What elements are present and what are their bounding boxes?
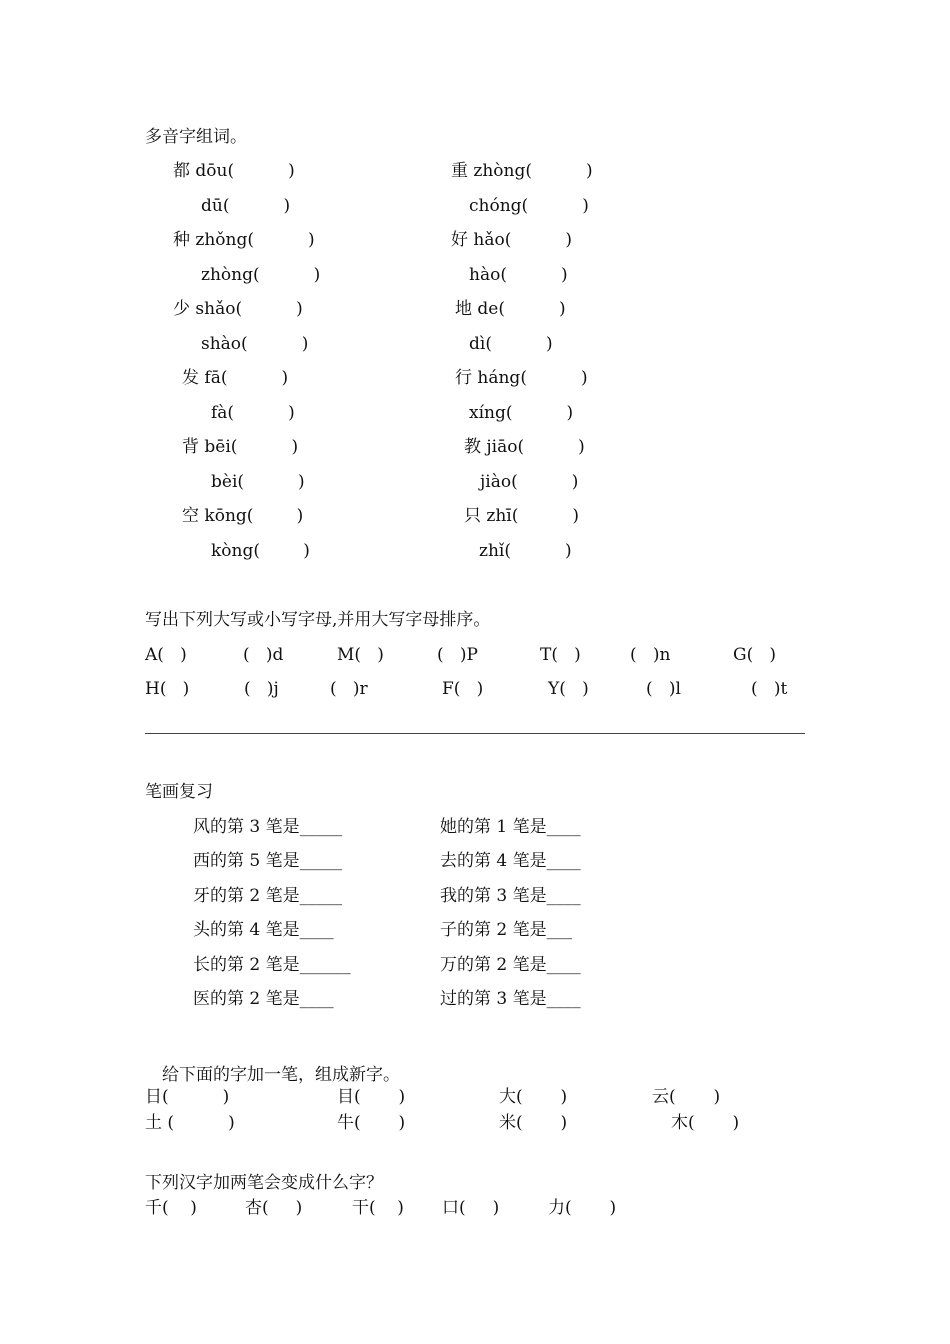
polyphonic-item: 重 zhòng( ) (451, 161, 593, 181)
polyphonic-item: fà( ) (211, 403, 295, 423)
polyphonic-item: kòng( ) (211, 541, 310, 561)
polyphonic-item: 都 dōu( ) (173, 161, 295, 181)
add-one-item: 日( ) (145, 1087, 230, 1107)
section-title-letters: 写出下列大写或小写字母,并用大写字母排序。 (145, 610, 491, 630)
polyphonic-item: 行 háng( ) (455, 368, 588, 388)
add-two-item: 力( ) (548, 1198, 617, 1218)
stroke-question: 医的第 2 笔是____ (193, 989, 334, 1009)
polyphonic-item: jiào( ) (480, 472, 579, 492)
letter-item: A( ) (145, 645, 187, 665)
add-two-item: 杏( ) (245, 1198, 303, 1218)
letter-item: ( )j (244, 679, 279, 699)
stroke-question: 我的第 3 笔是____ (440, 886, 581, 906)
polyphonic-item: shào( ) (201, 334, 309, 354)
polyphonic-item: 种 zhǒng( ) (173, 230, 315, 250)
add-two-item: 干( ) (352, 1198, 404, 1218)
section-title-strokes: 笔画复习 (145, 782, 213, 802)
add-one-item: 云( ) (652, 1087, 721, 1107)
letter-item: G( ) (733, 645, 777, 665)
section-title-polyphonic: 多音字组词。 (145, 127, 247, 147)
polyphonic-item: 空 kōng( ) (182, 506, 304, 526)
letter-item: ( )d (243, 645, 284, 665)
letter-item: F( ) (442, 679, 484, 699)
add-two-item: 千( ) (145, 1198, 197, 1218)
letter-item: ( )n (630, 645, 671, 665)
polyphonic-item: hào( ) (469, 265, 568, 285)
polyphonic-item: dū( ) (201, 196, 291, 216)
stroke-question: 头的第 4 笔是____ (193, 920, 334, 940)
stroke-question: 子的第 2 笔是___ (440, 920, 573, 940)
add-one-item: 目( ) (337, 1087, 406, 1107)
polyphonic-item: 地 de( ) (455, 299, 566, 319)
stroke-question: 风的第 3 笔是_____ (193, 817, 343, 837)
add-one-item: 大( ) (499, 1087, 568, 1107)
letter-item: ( )P (437, 645, 478, 665)
add-one-item: 土 ( ) (145, 1113, 235, 1133)
answer-line (145, 733, 805, 734)
polyphonic-item: 背 bēi( ) (182, 437, 299, 457)
polyphonic-item: 只 zhī( ) (464, 506, 580, 526)
stroke-question: 长的第 2 笔是______ (193, 955, 351, 975)
add-two-item: 口( ) (442, 1198, 500, 1218)
polyphonic-item: dì( ) (469, 334, 553, 354)
polyphonic-item: bèi( ) (211, 472, 305, 492)
polyphonic-item: 发 fā( ) (182, 368, 289, 388)
stroke-question: 过的第 3 笔是____ (440, 989, 581, 1009)
polyphonic-item: 好 hǎo( ) (451, 230, 573, 250)
stroke-question: 西的第 5 笔是_____ (193, 851, 343, 871)
add-one-item: 牛( ) (337, 1113, 406, 1133)
stroke-question: 去的第 4 笔是____ (440, 851, 581, 871)
polyphonic-item: chóng( ) (469, 196, 589, 216)
section-title-add-one: 给下面的字加一笔，组成新字。 (162, 1065, 400, 1085)
stroke-question: 万的第 2 笔是____ (440, 955, 581, 975)
add-one-item: 米( ) (499, 1113, 568, 1133)
letter-item: T( ) (540, 645, 581, 665)
stroke-question: 牙的第 2 笔是_____ (193, 886, 343, 906)
letter-item: H( ) (145, 679, 190, 699)
letter-item: Y( ) (548, 679, 589, 699)
polyphonic-item: 教 jiāo( ) (464, 437, 585, 457)
stroke-question: 她的第 1 笔是____ (440, 817, 581, 837)
letter-item: M( ) (337, 645, 384, 665)
polyphonic-item: 少 shǎo( ) (173, 299, 303, 319)
add-one-item: 木( ) (671, 1113, 740, 1133)
polyphonic-item: zhǐ( ) (479, 541, 572, 561)
section-title-add-two: 下列汉字加两笔会变成什么字？ (145, 1173, 383, 1193)
letter-item: ( )l (646, 679, 681, 699)
polyphonic-item: zhòng( ) (201, 265, 321, 285)
letter-item: ( )t (751, 679, 788, 699)
polyphonic-item: xíng( ) (469, 403, 574, 423)
letter-item: ( )r (330, 679, 368, 699)
